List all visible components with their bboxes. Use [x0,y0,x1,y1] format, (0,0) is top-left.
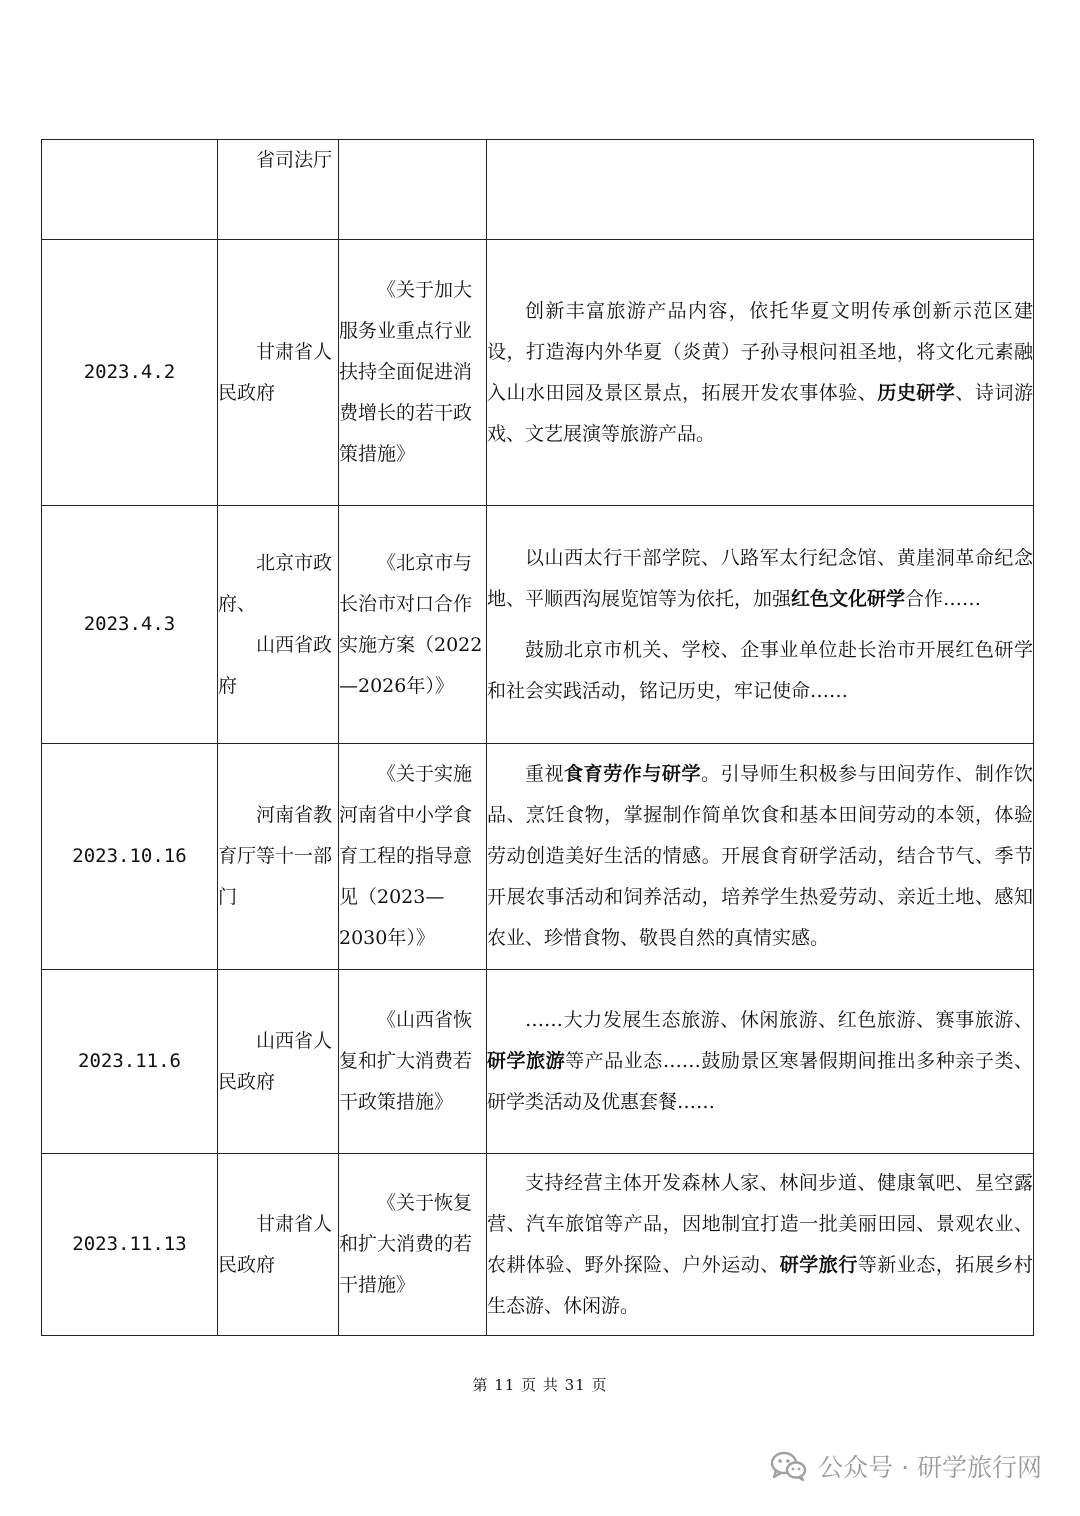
content-text: 支持经营主体开发森林人家、林间步道、健康氧吧、星空露营、汽车旅馆等产品，因地制宜打造一批美丽田园、景观农业、农耕体验、野外探险、户外运动、 [487,1171,1033,1276]
date-cell: 2023.4.3 [42,506,218,744]
date-cell: 2023.11.6 [42,970,218,1154]
content-cell [487,1154,1034,1336]
department-line: 山西省政府 [218,633,333,697]
content-text: 等产品业态……鼓励景区寒暑假期间推出多种亲子类、研学类活动及优惠套餐…… [487,1050,1033,1113]
department-cell [218,744,339,970]
table-row [42,970,1034,1154]
content-cell [487,506,1034,744]
department-line: 甘肃省人民政府 [218,340,333,404]
watermark [770,1446,1042,1486]
policy-table [41,139,1034,1336]
content-cell [487,240,1034,506]
date-cell [42,140,218,240]
document-cell: 《关于加大服务业重点行业扶持全面促进消费增长的若干政策措施》 [339,240,487,506]
date-cell: 2023.10.16 [42,744,218,970]
date-cell: 2023.11.13 [42,1154,218,1336]
department-line: 河南省教育厅等十一部门 [218,804,333,908]
content-text: 合作…… [905,587,982,610]
document-cell: 《北京市与长治市对口合作实施方案（2022—2026年）》 [339,506,487,744]
document-cell: 《山西省恢复和扩大消费若干政策措施》 [339,970,487,1154]
table-row [42,140,1034,240]
document-cell: 《关于实施河南省中小学食育工程的指导意见（2023—2030年）》 [339,744,487,970]
document-cell [339,140,487,240]
content-text: 、诗词游戏、文艺展演等旅游产品。 [487,381,1033,445]
highlight-text: 食育劳作与研学 [564,763,702,785]
date-cell: 2023.4.2 [42,240,218,506]
department-line: 北京市政府、 [218,551,333,615]
content-paragraph [487,291,1033,455]
table-row [42,1154,1034,1336]
highlight-text: 研学旅游 [487,1050,566,1072]
department-line: 山西省人民政府 [218,1029,333,1093]
document-cell: 《关于恢复和扩大消费的若干措施》 [339,1154,487,1336]
table-row [42,240,1034,506]
content-paragraph [487,630,1033,712]
content-text: 以山西太行干部学院、八路军太行纪念馆、黄崖洞革命纪念地、平顺西沟展览馆等为依托，加强 [487,546,1033,610]
content-text: ……大力发展生态旅游、休闲旅游、红色旅游、赛事旅游、 [525,1009,1033,1031]
content-paragraph [487,538,1033,620]
content-text: 。引导师生积极参与田间劳作、制作饮品、烹饪食物，掌握制作简单饮食和基本田间劳动的本领，体验劳动创造美好生活的情感。开展食育研学活动，结合节气、季节开展农事活动和饲养活动，培养学生热爱劳动、亲近土地、感知农业、珍惜食物、敬畏自然的真情实感。 [487,763,1033,949]
department-cell [218,140,339,240]
content-text: 创新丰富旅游产品内容，依托华夏文明传承创新示范区建设，打造海内外华夏（炎黄）子孙寻根问祖圣地，将文化元素融入山水田园及景区景点，拓展开发农事体验、 [487,299,1033,404]
content-paragraph [487,1000,1033,1123]
department-line: 甘肃省人民政府 [218,1212,333,1276]
content-cell [487,140,1034,240]
department-cell [218,1154,339,1336]
department-cell [218,970,339,1154]
highlight-text: 研学旅行 [779,1253,858,1276]
content-paragraph [487,1163,1033,1327]
table-row [42,744,1034,970]
content-cell [487,970,1034,1154]
content-text: 等新业态，拓展乡村生态游、休闲游。 [487,1253,1033,1317]
wechat-icon [770,1450,808,1482]
content-text: 鼓励北京市机关、学校、企事业单位赴长治市开展红色研学和社会实践活动，铭记历史，牢记使命…… [487,638,1033,702]
content-cell [487,744,1034,970]
content-text: 重视 [525,763,565,785]
department-line: 省司法厅 [256,149,333,171]
highlight-text: 历史研学 [877,381,956,404]
watermark-text: 公众号 · 研学旅行网 [818,1453,1042,1482]
content-paragraph [487,754,1033,959]
department-cell [218,506,339,744]
table-row [42,506,1034,744]
highlight-text: 红色文化研学 [791,587,906,610]
page-number: 第 11 页 共 31 页 [472,1376,608,1394]
department-cell [218,240,339,506]
